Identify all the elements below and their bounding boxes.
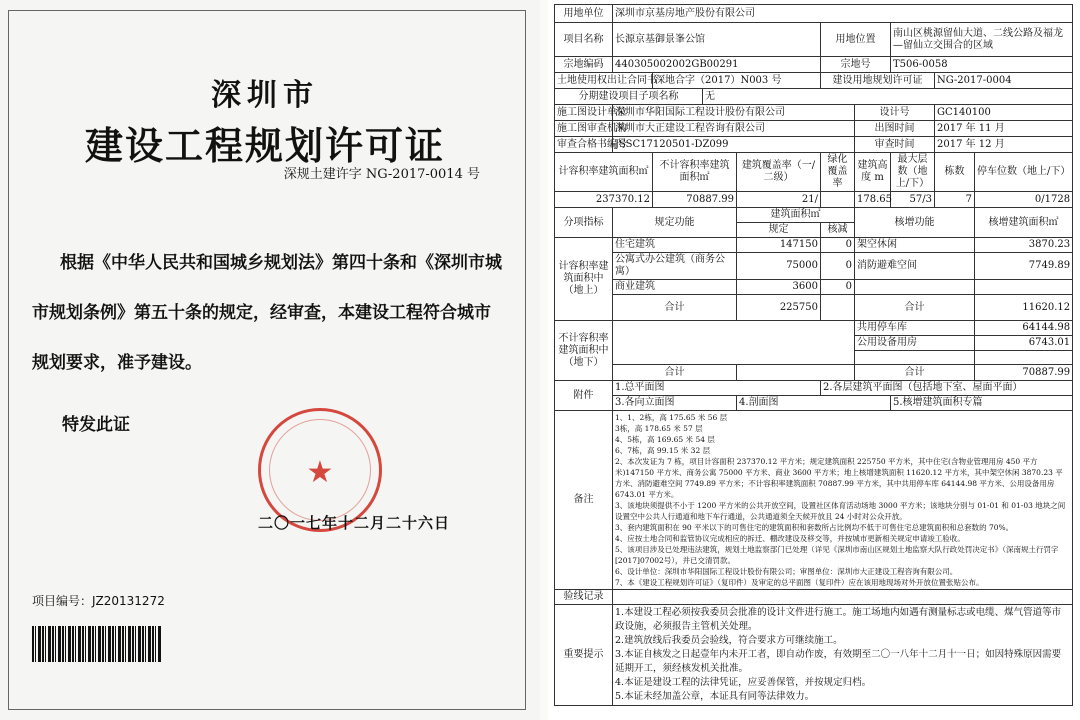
cert-value: JSSC17120501-DZ099 <box>613 137 855 153</box>
add-func-header: 核增功能 <box>855 208 975 238</box>
add-area: 64144.98 <box>975 321 1073 336</box>
contract-label: 土地使用权出让合同书 <box>555 73 653 89</box>
below-total-label: 合计 <box>613 365 737 381</box>
certificate-paragraph: 根据《中华人民共和国城乡规划法》第四十条和《深圳市城市规划条例》第五十条的规定，经审查，本建设工程符合城市规划要求，准予建设。 <box>32 253 502 373</box>
metric-value <box>821 192 855 208</box>
metric-header: 绿化覆盖率 <box>821 153 855 192</box>
landno-value: T506-0058 <box>891 57 1073 73</box>
metric-value: 21/ <box>737 192 821 208</box>
tip-line: 4.本证是建设工程的法律凭证，应妥善保管，并按规定归档。 <box>615 677 872 688</box>
subtotal-empty <box>821 295 855 321</box>
pub-label: 出图时间 <box>855 121 935 137</box>
metric-header: 计容积率建筑面积㎡ <box>555 153 653 192</box>
note-line: 1、1、2栋，高 175.65 米 56 层 <box>615 413 728 422</box>
review-time-label: 审查时间 <box>855 137 935 153</box>
metric-value: 178.65 <box>855 192 891 208</box>
review-time-value: 2017 年 12 月 <box>935 137 1073 153</box>
area-verify-header: 核减 <box>821 223 855 238</box>
landplan-label: 建设用地规划许可证 <box>821 73 935 89</box>
note-line: 4、5栋，高 169.65 米 54 层 <box>615 435 715 444</box>
tip-line: 1.本建设工程必须按我委员会批准的设计文件进行施工。施工场地内如遇有测量标志或电缆、煤气管道等市政设施，必须报告主管机关处理。 <box>615 607 1062 632</box>
design-no-label: 设计号 <box>855 105 935 121</box>
metric-value: 237370.12 <box>555 192 653 208</box>
details-table <box>554 4 1073 706</box>
add-func: 架空休闲 <box>855 238 975 253</box>
below-total-value: 70887.99 <box>975 365 1073 381</box>
tip-line: 3.本证自核发之日起壹年内未开工者，即自动作废，有效期至二〇一八年十二月十一日；如因特殊原因需要延期开工，须经核发机关批准。 <box>615 649 1062 674</box>
barcode-icon <box>32 626 162 662</box>
area-header: 建筑面积㎡ <box>737 208 855 223</box>
metric-header: 最大层数（地上/下） <box>891 153 935 192</box>
project-value: 长源京基御景峯公馆 <box>613 23 821 57</box>
metric-header: 建筑覆盖率（一/二级） <box>737 153 821 192</box>
attach-label: 附件 <box>555 381 613 411</box>
location-value: 南山区桃源留仙大道、二线公路及福龙—留仙立交围合的区域 <box>891 23 1073 57</box>
above-ground-label: 计容积率建筑面积中（地上） <box>555 238 613 321</box>
landcode-value: 440305002002GB00291 <box>613 57 821 73</box>
add-area: 6743.01 <box>975 336 1073 351</box>
phase-value: 无 <box>703 89 1073 105</box>
attach-item: 4.剖面图 <box>737 396 891 411</box>
issue-date: 二〇一七年十二月二十六日 <box>258 514 451 532</box>
add-func: 消防避难空间 <box>855 253 975 280</box>
tips-label: 重要提示 <box>555 605 613 706</box>
add-total-label: 合计 <box>855 295 975 321</box>
certificate-title: 建设工程规划许可证 <box>84 123 445 168</box>
metric-value: 70887.99 <box>653 192 737 208</box>
unit-value: 深圳市京基房地产股份有限公司 <box>613 5 1073 23</box>
area-reg: 3600 <box>737 280 821 295</box>
certificate-special: 特发此证 <box>62 415 130 435</box>
notes-label: 备注 <box>555 411 613 590</box>
area-reg-header: 规定 <box>737 223 821 238</box>
landcode-label: 宗地编码 <box>555 57 613 73</box>
attach-item: 1.总平面图 <box>613 381 821 396</box>
review-value: 深圳市大正建设工程咨询有限公司 <box>613 121 855 137</box>
below-empty <box>613 321 855 365</box>
landplan-value: NG-2017-0004 <box>935 73 1073 89</box>
tip-line: 5.本证未经加盖公章，本证具有同等法律效力。 <box>615 691 815 702</box>
project-label: 项目名称 <box>555 23 613 57</box>
notes-content <box>613 411 1073 590</box>
add-area-header: 核增建筑面积㎡ <box>975 208 1073 238</box>
area-verify: 0 <box>821 253 855 280</box>
location-label: 用地位置 <box>821 23 891 57</box>
metric-value: 0/1728 <box>975 192 1073 208</box>
review-label: 施工图审查机构 <box>555 121 613 137</box>
certificate-number: 深规土建许字 NG-2017-0014 号 <box>283 167 480 182</box>
area-verify: 0 <box>821 280 855 295</box>
add-func: 共用停车库 <box>855 321 975 336</box>
attach-item: 3.各向立面图 <box>613 396 737 411</box>
design-unit-label: 施工图设计单位 <box>555 105 613 121</box>
attach-item: 5.核增建筑面积专篇 <box>891 396 1073 411</box>
add-func-empty <box>855 351 975 365</box>
phase-label: 分期建设项目子项名称 <box>555 89 703 105</box>
note-line: 3、该地块须提供不小于 1200 平方米的公共开放空间，设置社区体育活动场地 3000 平方米；该地块分别与 01-01 和 01-03 地块之间设置空中公共人行通道和地下车行通道，公共通道须全天候开放且 24 小时对公众开放。 <box>615 501 1066 521</box>
inspect-label: 验线记录 <box>555 590 613 605</box>
area-func: 公寓式办公建筑（商务公寓） <box>613 253 737 280</box>
area-func: 商业建筑 <box>613 280 737 295</box>
note-line: 5、该项目涉及已处理违法建筑，规划土地监察部门已处理（详见《深圳市南山区规划土地监察大队行政处罚决定书》（深南规土行罚字[2017]07002号），并已交清罚款。 <box>615 545 1059 565</box>
subtotal-label: 合计 <box>613 295 737 321</box>
metric-header: 不计容积率建筑面积㎡ <box>653 153 737 192</box>
below-total-empty <box>737 365 855 381</box>
area-func-header: 规定功能 <box>613 208 737 238</box>
certificate-city: 深圳市 <box>211 78 319 113</box>
add-func <box>855 280 975 295</box>
metric-header: 建筑高度 m <box>855 153 891 192</box>
design-unit-value: 深圳市华阳国际工程设计股份有限公司 <box>613 105 855 121</box>
note-line: 6、7栋，高 99.15 米 32 层 <box>615 446 711 455</box>
certificate-details <box>548 0 1080 720</box>
contract-value: 深地合字（2017）N003 号 <box>653 73 821 89</box>
inspect-value <box>613 590 1073 605</box>
tips-content <box>613 605 1073 706</box>
tip-line: 2.建筑放线后我委员会验线，符合要求方可继续施工。 <box>615 635 843 646</box>
area-func: 住宅建筑 <box>613 238 737 253</box>
seal-star-icon: ★ <box>306 455 334 490</box>
add-area-empty <box>975 351 1073 365</box>
note-line: 2、本次发证为 7 栋，项目计容面积 237370.12 平方米；规定建筑面积 225750 平方米，其中住宅(含物业管理用房 450 平方米)147150 平方米、商务公寓 75000 平方米、商业 3600 平方米；地上核增建筑面积 11620.12 平方米，其中架空休闲 3870.23 平方米、消防避难空间 7749.89 平方米；不计容积率建筑面积 70887.99 平方米，其中共用停车库 64144.98 平方米、公用设备用房 6743.01 平方米。 <box>615 457 1063 499</box>
attach-item: 2.各层建筑平面图（包括地下室、屋面平面） <box>821 381 1073 396</box>
below-total-label-2: 合计 <box>855 365 975 381</box>
note-line: 6、设计单位：深圳市华阳国际工程设计股份有限公司；审图单位：深圳市大正建设工程咨询有限公司。 <box>615 567 958 576</box>
pub-value: 2017 年 11 月 <box>935 121 1073 137</box>
add-area: 7749.89 <box>975 253 1073 280</box>
note-line: 4、应按土地合同和监管协议完成相应的拆迁、棚改建设及移交等，并按城市更新相关规定申请竣工验收。 <box>615 534 965 543</box>
metric-value: 57/3 <box>891 192 935 208</box>
area-reg: 147150 <box>737 238 821 253</box>
landno-label: 宗地号 <box>821 57 891 73</box>
area-verify: 0 <box>821 238 855 253</box>
design-no-value: GC140100 <box>935 105 1073 121</box>
add-area <box>975 280 1073 295</box>
note-line: 3、套内建筑面积在 90 平米以下的可售住宅的建筑面积和套数所占比例均不低于可售住宅总建筑面积和总套数的 70%。 <box>615 523 1014 532</box>
add-total-value: 11620.12 <box>975 295 1073 321</box>
project-number: 项目编号：JZ20131272 <box>32 594 165 608</box>
area-index-header: 分项指标 <box>555 208 613 238</box>
cert-label: 审查合格书编号 <box>555 137 613 153</box>
metric-header: 栋数 <box>935 153 975 192</box>
subtotal-value: 225750 <box>737 295 821 321</box>
area-reg: 75000 <box>737 253 821 280</box>
add-area: 3870.23 <box>975 238 1073 253</box>
add-func: 公用设备用房 <box>855 336 975 351</box>
note-line: 7、本《建设工程规划许可证》（复印件）及审定的总平面图（复印件）应在该用地现场对外开放位置张贴公布。 <box>615 578 984 587</box>
below-ground-label: 不计容积率建筑面积中（地下） <box>555 321 613 381</box>
note-line: 3栋，高 178.65 米 57 层 <box>615 424 703 433</box>
metric-header: 停车位数（地上/下） <box>975 153 1073 192</box>
unit-label: 用地单位 <box>555 5 613 23</box>
metric-value: 7 <box>935 192 975 208</box>
